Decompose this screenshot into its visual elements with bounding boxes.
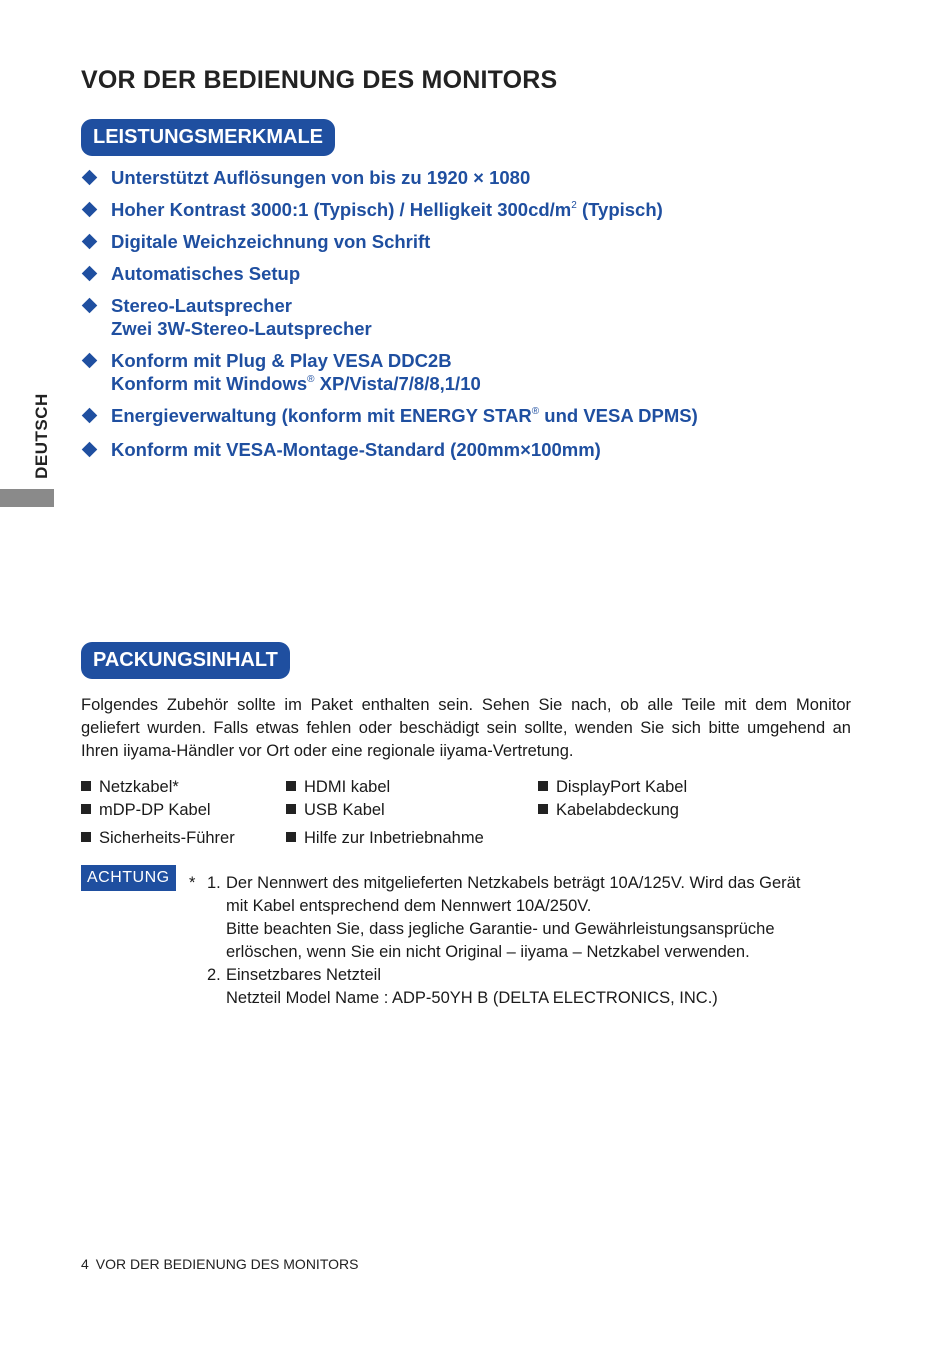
note-line: Bitte beachten Sie, dass jegliche Garantie- und Gewährleistungsansprüche: [226, 920, 775, 938]
diamond-bullet-icon: [82, 353, 98, 369]
diamond-bullet-icon: [82, 266, 98, 282]
note-line: Netzteil Model Name : ADP-50YH B (DELTA ELECTRONICS, INC.): [226, 989, 718, 1007]
square-bullet-icon: [538, 804, 548, 814]
package-item: HDMI kabel: [286, 778, 390, 797]
language-side-tab: [30, 385, 54, 487]
square-bullet-icon: [538, 781, 548, 791]
page-footer: [81, 1256, 358, 1272]
package-item: Kabelabdeckung: [538, 801, 679, 820]
section-heading-features: LEISTUNGSMERKMALE: [81, 119, 335, 156]
feature-item: Automatisches Setup: [81, 262, 881, 285]
page-number: 4: [81, 1256, 89, 1272]
square-bullet-icon: [81, 804, 91, 814]
feature-item: Stereo-Lautsprecher Zwei 3W-Stereo-Lautsprecher: [81, 294, 881, 340]
square-bullet-icon: [286, 781, 296, 791]
square-bullet-icon: [81, 832, 91, 842]
square-bullet-icon: [286, 832, 296, 842]
feature-item: Digitale Weichzeichnung von Schrift: [81, 230, 881, 253]
feature-list: [81, 166, 881, 461]
side-tab-bar: [0, 489, 54, 507]
note-number: 1.: [207, 874, 221, 892]
diamond-bullet-icon: [82, 442, 98, 458]
achtung-badge: ACHTUNG: [81, 865, 176, 891]
package-item: Hilfe zur Inbetriebnahme: [286, 829, 484, 848]
footer-text: VOR DER BEDIENUNG DES MONITORS: [95, 1256, 359, 1272]
feature-item: Konform mit Plug & Play VESA DDC2B Konform mit Windows® XP/Vista/7/8/8,1/10: [81, 349, 881, 395]
language-label: DEUTSCH: [32, 393, 51, 479]
page-title: VOR DER BEDIENUNG DES MONITORS: [81, 66, 558, 94]
feature-item: Hoher Kontrast 3000:1 (Typisch) / Helligkeit $300cd/m^2$ (Typisch): [81, 198, 881, 221]
diamond-bullet-icon: [82, 298, 98, 314]
package-item: Netzkabel*: [81, 778, 179, 797]
note-line: Der Nennwert des mitgelieferten Netzkabels beträgt 10A/125V. Wird das Gerät: [226, 874, 801, 892]
note-line: erlöschen, wenn Sie ein nicht Original – iiyama – Netzkabel verwenden.: [226, 943, 750, 961]
feature-item: Energieverwaltung (konform mit ENERGY STAR® und VESA DPMS): [81, 404, 881, 427]
note-number: 2.: [207, 966, 221, 984]
feature-item: Unterstützt Auflösungen von bis zu 1920 × 1080: [81, 166, 881, 189]
diamond-bullet-icon: [82, 408, 98, 424]
package-item: USB Kabel: [286, 801, 385, 820]
package-item: mDP-DP Kabel: [81, 801, 211, 820]
note-line: mit Kabel entsprechend dem Nennwert 10A/250V.: [226, 897, 592, 915]
square-bullet-icon: [81, 781, 91, 791]
package-item: DisplayPort Kabel: [538, 778, 687, 797]
diamond-bullet-icon: [82, 234, 98, 250]
diamond-bullet-icon: [82, 202, 98, 218]
note-line: Einsetzbares Netzteil: [226, 966, 381, 984]
diamond-bullet-icon: [82, 170, 98, 186]
section-heading-package: PACKUNGSINHALT: [81, 642, 290, 679]
feature-item: Konform mit VESA-Montage-Standard (200mm×100mm): [81, 438, 881, 461]
square-bullet-icon: [286, 804, 296, 814]
package-intro: Folgendes Zubehör sollte im Paket enthalten sein. Sehen Sie nach, ob alle Teile mit dem Monitor geliefert wurden. Falls etwas fehlen oder beschädigt sein sollte, wenden Sie sich bitte umgehend an Ihren iiyama-Händler vor Ort oder eine regionale iiyama-Vertretung.: [81, 696, 851, 760]
footnote-star: *: [189, 874, 196, 892]
package-item: Sicherheits-Führer: [81, 829, 235, 848]
